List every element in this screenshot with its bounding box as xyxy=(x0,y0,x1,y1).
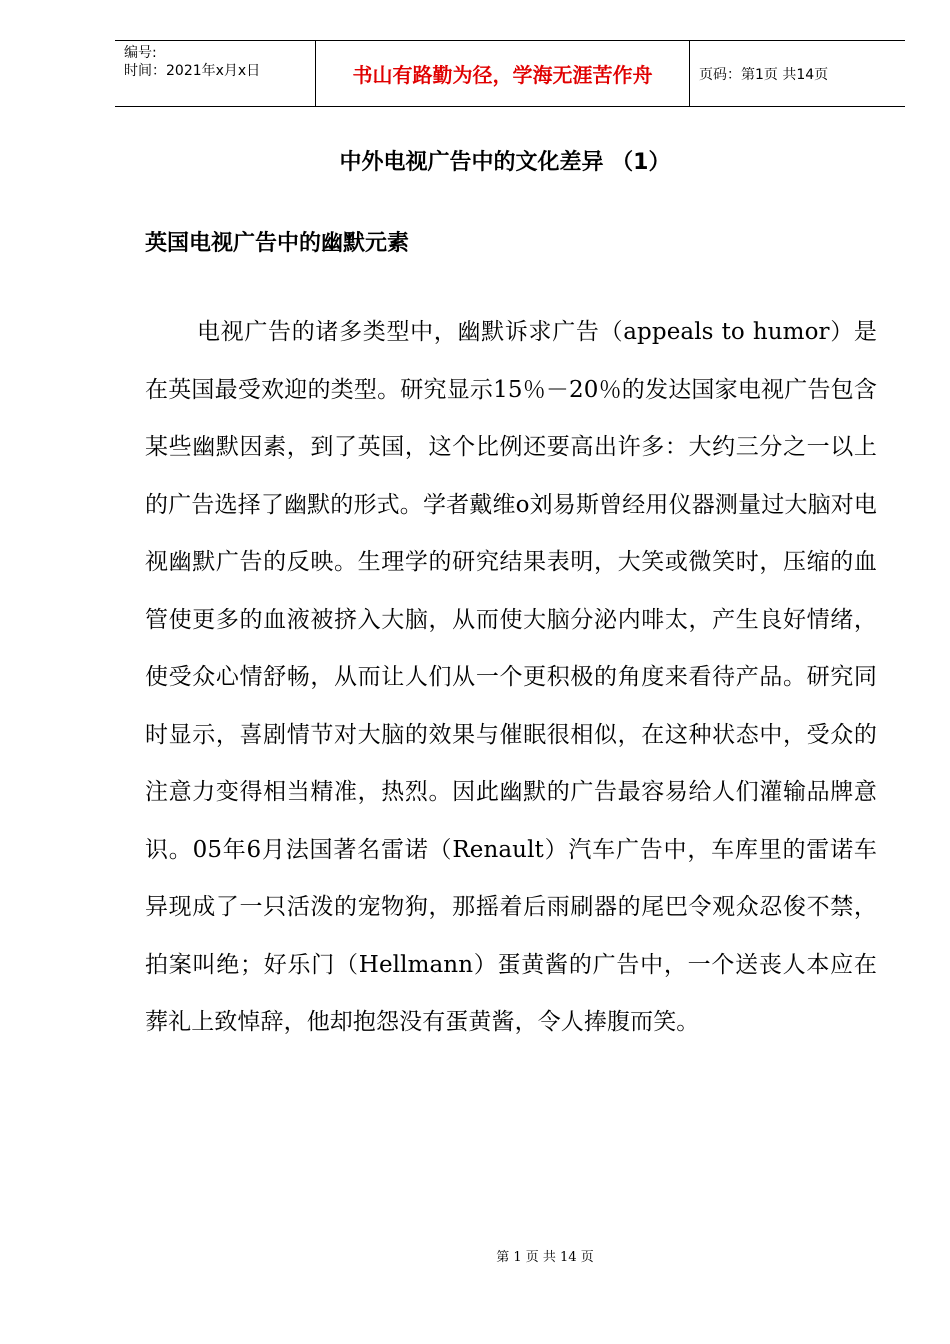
header-motto: 书山有路勤为径，学海无涯苦作舟 xyxy=(352,63,653,87)
body-paragraph: 电视广告的诸多类型中，幽默诉求广告（appeals to humor）是在英国最受欢迎的类型。研究显示15％－20％的发达国家电视广告包含某些幽默因素，到了英国，这个比例还要高出许多：大约三分之一以上的广告选择了幽默的形式。学者戴维o刘易斯曾经用仪器测量过大脑对电视幽默广告的反映。生理学的研究结果表明，大笑或微笑时，压缩的血管使更多的血液被挤入大脑，从而使大脑分泌内啡太，产生良好情绪，使受众心情舒畅，从而让人们从一个更积极的角度来看待产品。研究同时显示，喜剧情节对大脑的效果与催眠很相似，在这种状态中，受众的注意力变得相当精准，热烈。因此幽默的广告最容易给人们灌输品牌意识。05年6月法国著名雷诺（Renault）汽车广告中，车库里的雷诺车异现成了一只活泼的宠物狗，那摇着后雨刷器的尾巴令观众忍俊不禁，拍案叫绝；好乐门（Hellmann）蛋黄酱的广告中，一个送丧人本应在葬礼上致悼辞，他却抱怨没有蛋黄酱，令人捧腹而笑。 xyxy=(145,319,877,1035)
section-heading: 英国电视广告中的幽默元素 xyxy=(145,231,410,256)
serial-number-label: 编号: xyxy=(124,45,157,61)
header-page-info: 页码：第1页 共14页 xyxy=(699,66,829,83)
header-meta-cell xyxy=(115,41,316,106)
date-label: 时间：2021年x月x日 xyxy=(124,63,261,79)
header-page-cell xyxy=(690,41,905,106)
document-header xyxy=(115,40,905,107)
page-footer: 第 1 页 共 14 页 xyxy=(496,1250,594,1265)
document-title: 中外电视广告中的文化差异 （1） xyxy=(339,150,671,175)
header-motto-cell xyxy=(316,41,690,106)
